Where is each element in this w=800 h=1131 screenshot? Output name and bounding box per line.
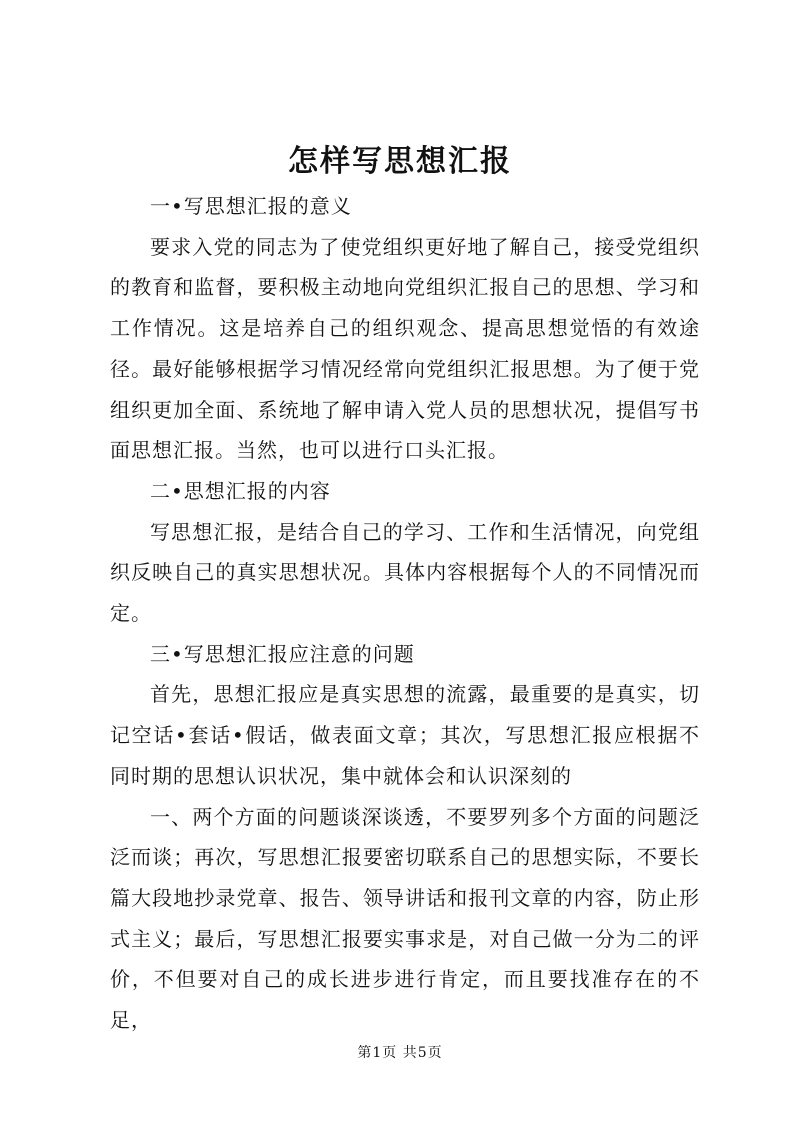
body-paragraph: 写思想汇报，是结合自己的学习、工作和生活情况，向党组织反映自己的真实思想状况。具体内容根据每个人的不同情况而定。 xyxy=(110,519,700,626)
section-heading-notes: 三•写思想汇报应注意的问题 xyxy=(150,641,415,666)
body-paragraph: 首先，思想汇报应是真实思想的流露，最重要的是真实，切记空话•套话•假话，做表面文章；其次，写思想汇报应根据不同时期的思想认识状况，集中就体会和认识深刻的 xyxy=(110,682,700,788)
page-number-footer: 第1页 共5页 xyxy=(357,1045,443,1061)
document-body xyxy=(110,186,700,1041)
section-heading-content: 二•思想汇报的内容 xyxy=(150,478,331,503)
document-title: 怎样写思想汇报 xyxy=(288,144,512,179)
body-paragraph: 一、两个方面的问题谈深谈透，不要罗列多个方面的问题泛泛而谈；再次，写思想汇报要密切联系自己的思想实际，不要长篇大段地抄录党章、报告、领导讲话和报刊文章的内容，防止形式主义；最后，写思想汇报要实事求是，对自己做一分为二的评价，不但要对自己的成长进步进行肯定，而且要找准存在的不足， xyxy=(110,804,700,1033)
body-paragraph: 要求入党的同志为了使党组织更好地了解自己，接受党组织的教育和监督，要积极主动地向党组织汇报自己的思想、学习和工作情况。这是培养自己的组织观念、提高思想觉悟的有效途径。最好能够根据学习情况经常向党组织汇报思想。为了便于党组织更加全面、系统地了解申请入党人员的思想状况，提倡写书面思想汇报。当然，也可以进行口头汇报。 xyxy=(110,234,700,463)
section-heading-significance: 一•写思想汇报的意义 xyxy=(150,194,352,218)
